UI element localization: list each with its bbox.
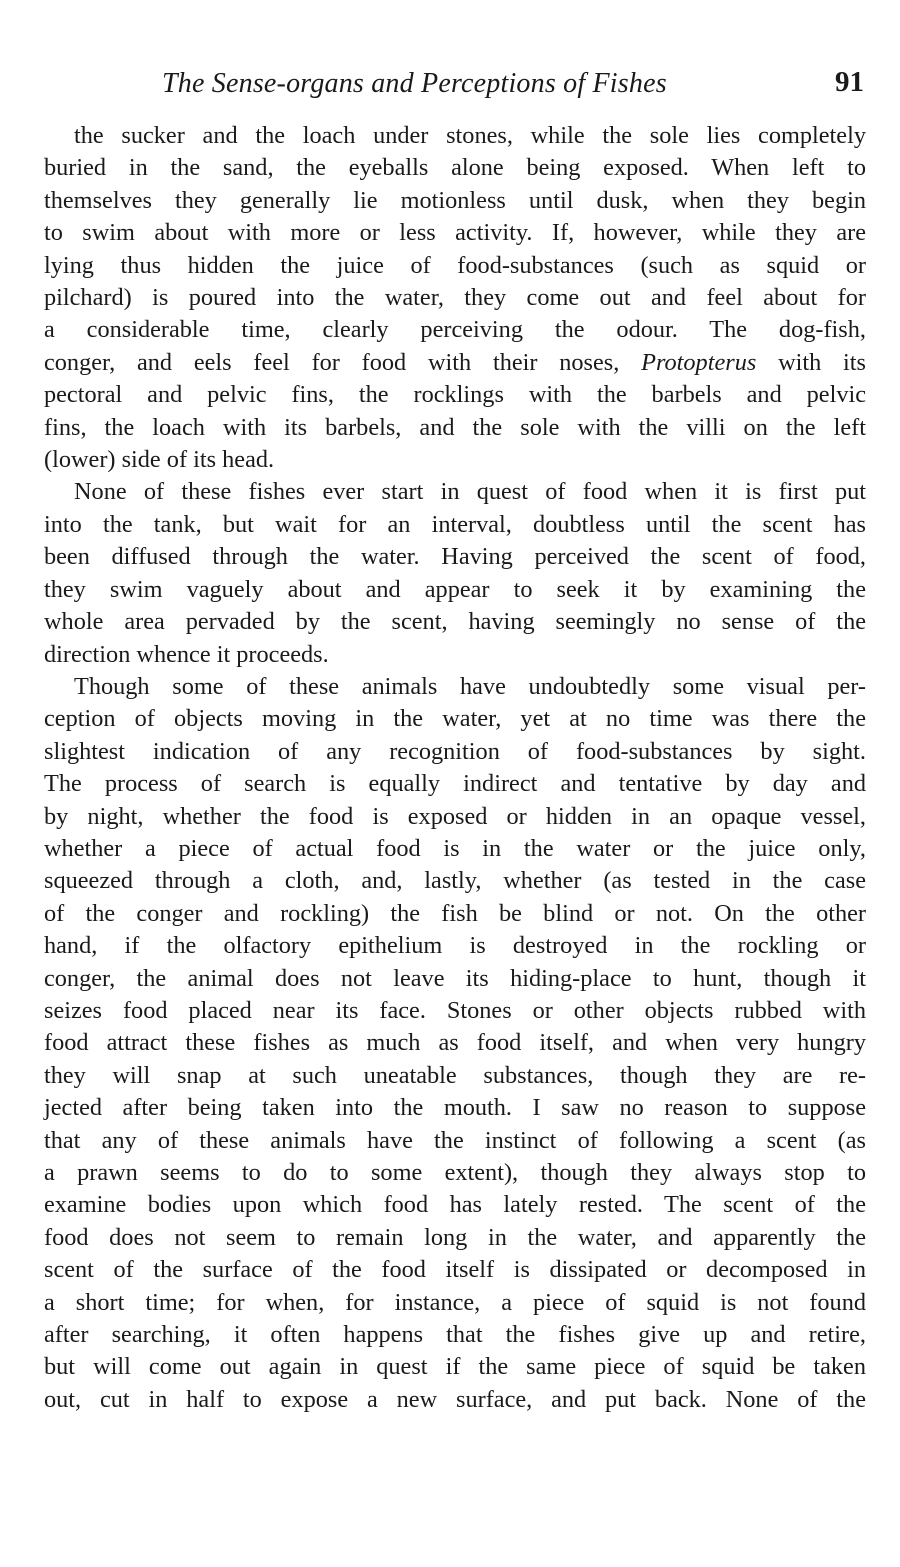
text-line: conger, the animal does not leave its hiding-place to hunt, though it [44,964,866,992]
text-line: None of these fishes ever start in quest of food when it is first put [74,478,866,506]
text-line: slightest indication of any recognition of food-substances by sight. [44,737,866,765]
text-line: they swim vaguely about and appear to seek it by examining the [44,575,866,603]
text-line: pilchard) is poured into the water, they come out and feel about for [44,284,866,312]
text-line: been diffused through the water. Having perceived the scent of food, [44,543,866,571]
italic-genus-name: Protopterus [641,348,757,376]
text-line: that any of these animals have the instinct of following a scent (as [44,1126,866,1154]
text-line: the sucker and the loach under stones, while the sole lies completely [74,122,866,149]
text-line: a prawn seems to do to some extent), though they always stop to [44,1159,866,1186]
text-line: into the tank, but wait for an interval, doubtless until the scent has [44,510,866,538]
text-line: out, cut in half to expose a new surface, and put back. None of the [44,1385,866,1413]
text-line: themselves they generally lie motionless until dusk, when they begin [44,186,866,214]
text-line: hand, if the olfactory epithelium is destroyed in the rockling or [44,932,866,960]
text-line: (lower) side of its head. [44,446,275,474]
text-line: The process of search is equally indirect and tentative by day and [44,770,866,798]
text-line: direction whence it proceeds. [44,640,329,668]
page-number: 91 [835,66,864,98]
text-line: fins, the loach with its barbels, and the sole with the villi on the left [44,413,866,441]
text-line: scent of the surface of the food itself is dissipated or decomposed in [44,1256,866,1284]
paragraph [44,120,866,476]
text-line: after searching, it often happens that the fishes give up and retire, [44,1321,866,1349]
text-line: a considerable time, clearly perceiving the odour. The dog-fish, [44,316,866,344]
text-line: squeezed through a cloth, and, lastly, whether (as tested in the case [44,867,866,895]
text-line: seizes food placed near its face. Stones or other objects rubbed with [44,996,866,1024]
running-head: The Sense-organs and Perceptions of Fishes [162,68,667,99]
text-line: they will snap at such uneatable substances, though they are re- [44,1061,866,1089]
paragraph [44,671,866,1416]
book-page [44,60,866,1416]
text-line: ception of objects moving in the water, yet at no time was there the [44,705,866,733]
text-run: conger, and eels feel for food with their noses, [44,348,642,376]
paragraph [44,476,866,670]
text-line: Though some of these animals have undoubtedly some visual per- [74,672,866,700]
text-line: whether a piece of actual food is in the water or the juice only, [44,834,866,862]
text-line: food does not seem to remain long in the water, and apparently the [44,1223,866,1251]
text-line: food attract these fishes as much as food itself, and when very hungry [44,1029,866,1057]
text-line: pectoral and pelvic fins, the rocklings with the barbels and pelvic [44,381,866,409]
text-line: lying thus hidden the juice of food-substances (such as squid or [44,251,866,279]
text-line: examine bodies upon which food has lately rested. The scent of the [44,1191,866,1219]
text-line: jected after being taken into the mouth. I saw no reason to suppose [44,1094,866,1122]
text-line: but will come out again in quest if the same piece of squid be taken [44,1353,866,1381]
page-header [44,60,866,106]
text-line: of the conger and rockling) the fish be blind or not. On the other [44,899,866,927]
body-text [44,120,866,1416]
text-line: whole area pervaded by the scent, having seemingly no sense of the [44,608,866,636]
text-run: with its [756,348,866,376]
text-line: by night, whether the food is exposed or hidden in an opaque vessel, [44,802,866,830]
text-line: a short time; for when, for instance, a piece of squid is not found [44,1288,866,1316]
text-line: buried in the sand, the eyeballs alone being exposed. When left to [44,154,866,182]
text-line [44,347,866,379]
text-line: to swim about with more or less activity. If, however, while they are [44,219,866,247]
